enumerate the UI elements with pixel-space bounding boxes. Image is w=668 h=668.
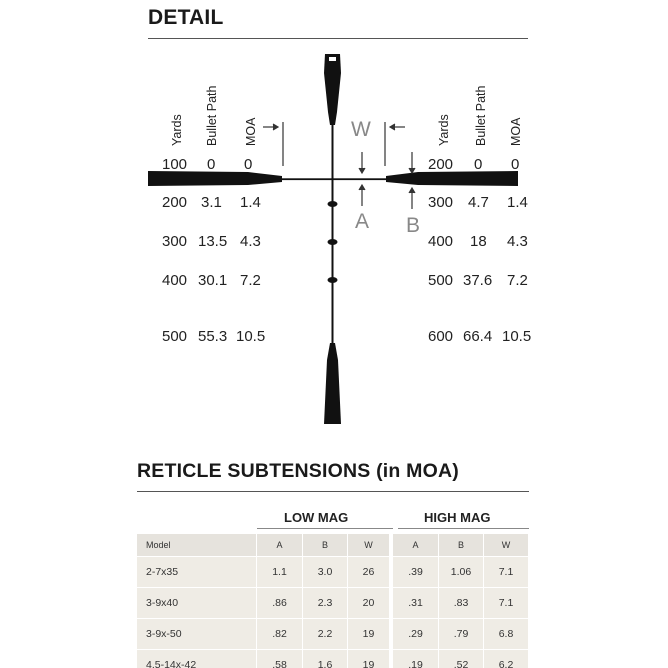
row-low-b: 2.3 <box>303 588 348 619</box>
left-column-headers <box>170 85 258 146</box>
left-row-3-path: 13.5 <box>198 233 228 250</box>
left-row-5-yards: 500 <box>162 328 188 345</box>
row-high-w: 6.8 <box>484 619 529 650</box>
b-bottom-arrow-head <box>409 188 415 193</box>
right-row-5-moa: 10.5 <box>502 328 532 345</box>
row-low-a: .86 <box>257 588 303 619</box>
high-mag-label: HIGH MAG <box>424 510 491 525</box>
row-model: 3-9x40 <box>137 588 257 619</box>
left-row-1-yards: 100 <box>162 156 188 173</box>
left-row-2-moa: 1.4 <box>240 194 261 211</box>
header-high-a: A <box>393 534 439 557</box>
right-row-2-path: 4.7 <box>468 194 489 211</box>
right-row-4-path: 37.6 <box>463 272 493 289</box>
header-low-a: A <box>257 534 303 557</box>
left-header-yards: Yards <box>170 114 184 146</box>
row-high-b: .52 <box>439 650 484 668</box>
left-row-4-path: 30.1 <box>198 272 228 289</box>
a-bottom-arrow-head <box>359 185 365 190</box>
a-top-arrow-head <box>359 168 365 173</box>
header-low-b: B <box>303 534 348 557</box>
row-low-a: .58 <box>257 650 303 668</box>
subtensions-table <box>137 534 529 668</box>
left-row-4-yards: 400 <box>162 272 188 289</box>
row-low-b: 3.0 <box>303 557 348 588</box>
table-row <box>137 619 529 650</box>
reticle-top-post-notch <box>329 57 336 61</box>
b-top-arrow-head <box>409 168 415 173</box>
right-column-headers <box>437 85 523 146</box>
table-header-row <box>137 534 529 557</box>
reticle-bottom-post <box>324 343 341 424</box>
right-row-3-path: 18 <box>470 233 487 250</box>
reticle-left-post <box>148 171 282 186</box>
left-header-bullet-path: Bullet Path <box>205 85 219 146</box>
right-header-bullet-path: Bullet Path <box>474 85 488 146</box>
right-row-5-path: 66.4 <box>463 328 493 345</box>
left-row-3-moa: 4.3 <box>240 233 261 250</box>
table-row <box>137 557 529 588</box>
subtensions-title-rule <box>137 491 529 492</box>
row-high-a: .31 <box>393 588 439 619</box>
row-low-b: 2.2 <box>303 619 348 650</box>
left-row-5-path: 55.3 <box>198 328 228 345</box>
left-row-4-moa: 7.2 <box>240 272 261 289</box>
right-row-1-path: 0 <box>474 156 483 173</box>
high-mag-rule <box>398 528 529 529</box>
dimension-b-label: B <box>406 214 421 237</box>
right-row-4-moa: 7.2 <box>507 272 528 289</box>
detail-title: DETAIL <box>148 6 224 29</box>
row-model: 3-9x-50 <box>137 619 257 650</box>
left-row-2-path: 3.1 <box>201 194 222 211</box>
row-high-w: 7.1 <box>484 588 529 619</box>
header-model: Model <box>137 534 257 557</box>
dimension-w-label: W <box>351 118 371 141</box>
right-header-yards: Yards <box>437 114 451 146</box>
right-row-5-yards: 600 <box>428 328 454 345</box>
right-row-2-moa: 1.4 <box>507 194 528 211</box>
row-high-w: 6.2 <box>484 650 529 668</box>
row-high-b: 1.06 <box>439 557 484 588</box>
row-low-a: .82 <box>257 619 303 650</box>
left-header-moa: MOA <box>244 117 258 146</box>
reticle-top-post <box>324 54 341 125</box>
row-high-a: .19 <box>393 650 439 668</box>
holdover-dot-3 <box>328 277 338 283</box>
row-model: 2-7x35 <box>137 557 257 588</box>
low-mag-rule <box>257 528 393 529</box>
reticle-right-post <box>386 171 518 186</box>
left-arrow-head <box>273 124 278 130</box>
header-low-w: W <box>348 534 393 557</box>
left-row-1-path: 0 <box>207 156 216 173</box>
row-high-b: .83 <box>439 588 484 619</box>
row-high-w: 7.1 <box>484 557 529 588</box>
low-mag-label: LOW MAG <box>284 510 349 525</box>
left-row-1-moa: 0 <box>244 156 253 173</box>
table-row <box>137 588 529 619</box>
dimension-a-label: A <box>355 210 370 233</box>
right-row-1-moa: 0 <box>511 156 520 173</box>
right-row-1-yards: 200 <box>428 156 454 173</box>
left-row-3-yards: 300 <box>162 233 188 250</box>
right-arrow-head <box>390 124 395 130</box>
row-high-a: .39 <box>393 557 439 588</box>
left-row-5-moa: 10.5 <box>236 328 266 345</box>
row-model: 4.5-14x-42 <box>137 650 257 668</box>
row-high-b: .79 <box>439 619 484 650</box>
row-low-a: 1.1 <box>257 557 303 588</box>
header-high-b: B <box>439 534 484 557</box>
reticle-horizontal-crosshair <box>282 178 386 180</box>
right-row-2-yards: 300 <box>428 194 454 211</box>
subtensions-title: RETICLE SUBTENSIONS (in MOA) <box>137 460 459 482</box>
header-high-w: W <box>484 534 529 557</box>
holdover-dot-1 <box>328 201 338 207</box>
reticle-vertical-crosshair <box>332 125 334 343</box>
right-row-3-moa: 4.3 <box>507 233 528 250</box>
dimension-marks <box>263 122 415 209</box>
right-row-3-yards: 400 <box>428 233 454 250</box>
row-low-w: 19 <box>348 619 393 650</box>
row-low-w: 19 <box>348 650 393 668</box>
right-header-moa: MOA <box>509 117 523 146</box>
row-low-b: 1.6 <box>303 650 348 668</box>
right-row-4-yards: 500 <box>428 272 454 289</box>
left-row-2-yards: 200 <box>162 194 188 211</box>
row-low-w: 20 <box>348 588 393 619</box>
row-low-w: 26 <box>348 557 393 588</box>
table-row <box>137 650 529 668</box>
holdover-dot-2 <box>328 239 338 245</box>
row-high-a: .29 <box>393 619 439 650</box>
